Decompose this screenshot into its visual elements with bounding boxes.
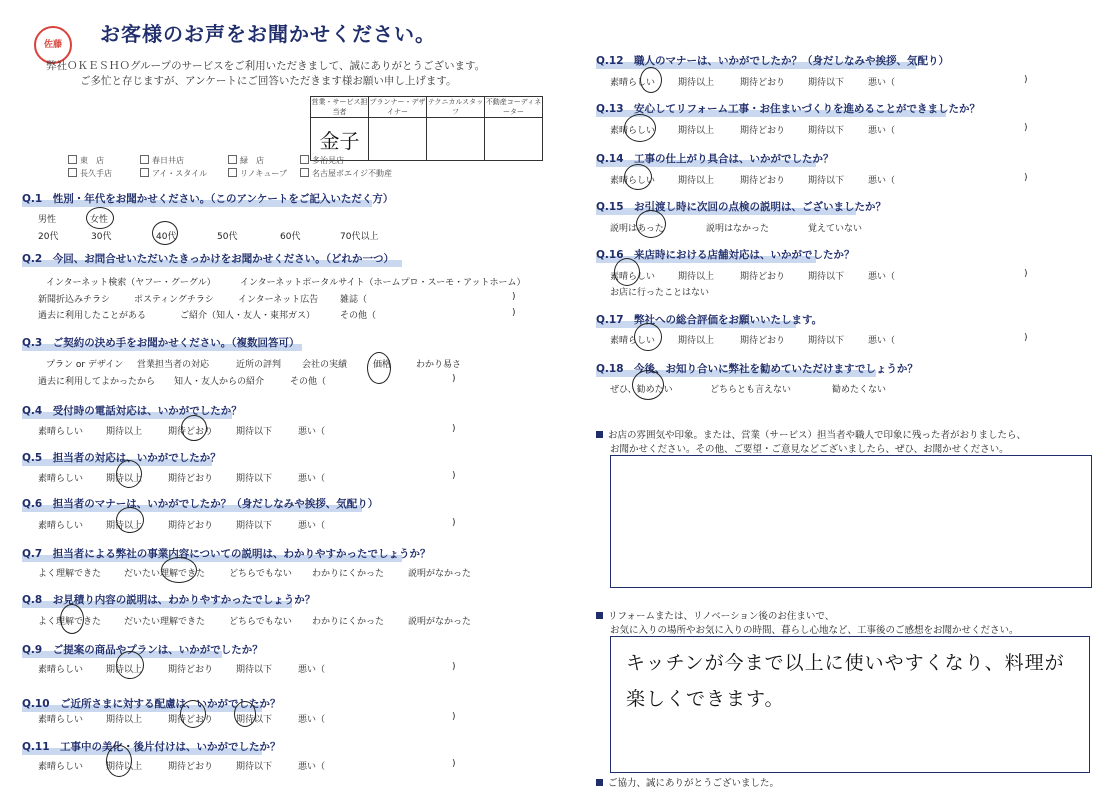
footer-thanks: ご協力、誠にありがとうございました。 (596, 775, 779, 789)
answer-circle (632, 370, 664, 400)
section2-line-1: リフォームまたは、リノベーション後のお住まいで、 (596, 608, 834, 622)
q6-option[interactable]: 期待以下 (236, 521, 273, 531)
q7-label: Q.7 担当者による弊社の事業内容についての説明は、わかりやすかったでしょうか？ (22, 548, 431, 560)
answer-circle (161, 557, 197, 583)
q17-option[interactable]: 素晴らしい (610, 336, 656, 346)
answer-circle (60, 604, 84, 634)
close-paren: ) (452, 471, 456, 481)
checkbox-icon (300, 168, 309, 177)
q16-option[interactable]: 期待どおり (740, 272, 786, 282)
shop-option[interactable]: リノキューブ (228, 168, 287, 179)
staff-cell[interactable] (369, 118, 427, 161)
q5-option[interactable]: 素晴らしい (38, 474, 84, 484)
staff-header: プランナー・デザイナー (369, 98, 426, 116)
q13-option[interactable]: 悪い（ (868, 126, 896, 136)
q14-label: Q.14 工事の仕上がり具合は、いかがでしたか？ (596, 153, 834, 165)
q17-option[interactable]: 期待どおり (740, 336, 786, 346)
q3-option[interactable]: 近所の評判 (236, 360, 282, 370)
q8-option[interactable]: わかりにくかった (312, 617, 385, 627)
square-bullet-icon (596, 779, 603, 786)
page-title: お客様のお声をお聞かせください。 (100, 22, 436, 46)
q4-option[interactable]: 悪い（ (298, 427, 326, 437)
checkbox-icon (140, 168, 149, 177)
q10-option[interactable]: 期待以上 (106, 715, 143, 725)
q6-option[interactable]: 悪い（ (298, 521, 326, 531)
q1-option[interactable]: 30代 (91, 232, 112, 242)
q5-label: Q.5 担当者の対応は、いかがでしたか？ (22, 452, 221, 464)
q4-label: Q.4 受付時の電話対応は、いかがでしたか？ (22, 405, 242, 417)
answer-circle (152, 221, 178, 245)
section1-line-2: お聞かせください。その他、ご要望・ご意見などございましたら、ぜひ、お聞かせください。 (610, 444, 1009, 455)
answer-circle (367, 352, 391, 384)
q14-option[interactable]: 期待以下 (808, 176, 845, 186)
close-paren: ) (512, 308, 516, 318)
q3-option[interactable]: 過去に利用してよかったから (38, 377, 156, 387)
q8-option[interactable]: よく理解できた (38, 617, 102, 627)
q3-option[interactable]: 知人・友人からの紹介 (174, 377, 265, 387)
q7-option[interactable]: だいたい理解できた (124, 569, 206, 579)
q7-option[interactable]: よく理解できた (38, 569, 102, 579)
close-paren: ) (1024, 269, 1028, 279)
staff-header: 不動産コーディネーター (485, 98, 542, 116)
answer-circle (181, 415, 207, 441)
q16-option[interactable]: 期待以上 (678, 272, 715, 282)
q3-option[interactable]: 価格 (373, 360, 392, 370)
q1-option[interactable]: 20代 (38, 232, 59, 242)
close-paren: ) (452, 424, 456, 434)
q7-option[interactable]: わかりにくかった (312, 569, 385, 579)
q12-option[interactable]: 期待以下 (808, 78, 845, 88)
q9-option[interactable]: 期待どおり (168, 665, 214, 675)
q8-option[interactable]: どちらでもない (229, 617, 292, 627)
q18-option[interactable]: 勧めたくない (832, 385, 887, 395)
q6-option[interactable]: 期待どおり (168, 521, 214, 531)
q13-option[interactable]: 期待以上 (678, 126, 715, 136)
shop-option[interactable]: 東 店 (68, 155, 104, 166)
q9-label: Q.9 ご提案の商品やプランは、いかがでしたか？ (22, 644, 263, 656)
q14-option[interactable]: 素晴らしい (610, 176, 656, 186)
q12-option[interactable]: 悪い（ (868, 78, 896, 88)
q3-option[interactable]: 営業担当者の対応 (137, 360, 210, 370)
q14-option[interactable]: 期待以上 (678, 176, 715, 186)
staff-header: 営業・サービス担当者 (311, 98, 368, 116)
q8-option[interactable]: 説明がなかった (408, 617, 472, 627)
q3-label: Q.3 ご契約の決め手をお聞かせください。（複数回答可） (22, 337, 300, 349)
q18-option[interactable]: どちらとも言えない (710, 385, 792, 395)
q4-option[interactable]: 期待以上 (106, 427, 143, 437)
q8-label: Q.8 お見積り内容の説明は、わかりやすかったでしょうか？ (22, 594, 316, 606)
seal-stamp: 佐藤 (34, 26, 72, 64)
q4-option[interactable]: 素晴らしい (38, 427, 84, 437)
q15-label: Q.15 お引渡し時に次回の点検の説明は、ございましたか？ (596, 201, 887, 213)
q16-label: Q.16 来店時における店舗対応は、いかがでしたか？ (596, 249, 855, 261)
checkbox-icon (68, 168, 77, 177)
q9-option[interactable]: 素晴らしい (38, 665, 84, 675)
answer-circle (106, 745, 132, 777)
checkbox-icon (140, 155, 149, 164)
q5-option[interactable]: 悪い（ (298, 474, 326, 484)
q13-option[interactable]: 期待以下 (808, 126, 845, 136)
q2-label: Q.2 今回、お問合せいただいたきっかけをお聞かせください。（どれか一つ） (22, 253, 394, 265)
q5-option[interactable]: 期待以上 (106, 474, 143, 484)
q10-option[interactable]: 悪い（ (298, 715, 326, 725)
q3-option[interactable]: わかり易さ (416, 360, 462, 370)
q1-option[interactable]: 40代 (156, 232, 177, 242)
answer-circle (116, 507, 144, 533)
close-paren: ) (1024, 173, 1028, 183)
q17-option[interactable]: 悪い（ (868, 336, 896, 346)
q17-option[interactable]: 期待以上 (678, 336, 715, 346)
q10-option[interactable]: 素晴らしい (38, 715, 84, 725)
checkbox-icon (68, 155, 77, 164)
q9-option[interactable]: 悪い（ (298, 665, 326, 675)
q16-option[interactable]: 素晴らしい (610, 272, 656, 282)
q10-option[interactable]: 期待どおり (168, 715, 214, 725)
shop-option[interactable]: 多治見店 (300, 155, 344, 166)
q2-option[interactable]: ご紹介（知人・友人・東邦ガス） (180, 311, 316, 321)
q13-label: Q.13 安心してリフォーム工事・お住まいづくりを進めることができましたか？ (596, 103, 981, 115)
q11-option[interactable]: 素晴らしい (38, 762, 84, 772)
q11-option[interactable]: 期待以上 (106, 762, 143, 772)
q18-option[interactable]: ぜひ、勧めたい (610, 385, 673, 395)
q12-option[interactable]: 期待以上 (678, 78, 715, 88)
staff-cell[interactable] (485, 118, 543, 161)
checkbox-icon (228, 155, 237, 164)
q2-option[interactable]: インターネット広告 (238, 295, 319, 305)
section1-line-1: お店の雰囲気や印象。または、営業（サービス）担当者や職人で印象に残った者がおりましたら、 (596, 427, 1026, 441)
answer-circle (116, 460, 142, 488)
q4-option[interactable]: 期待どおり (168, 427, 214, 437)
q15-option[interactable]: 説明はなかった (706, 224, 770, 234)
q10-label: Q.10 ご近所さまに対する配慮は、いかがでしたか？ (22, 698, 281, 710)
answer-circle (634, 323, 662, 351)
square-bullet-icon (596, 431, 603, 438)
q3-option[interactable]: その他（ (290, 377, 327, 387)
q13-option[interactable]: 期待どおり (740, 126, 786, 136)
q11-label: Q.11 工事中の美化・後片付けは、いかがでしたか？ (22, 741, 281, 753)
q11-option[interactable]: 期待どおり (168, 762, 214, 772)
q14-option[interactable]: 期待どおり (740, 176, 786, 186)
q12-option[interactable]: 素晴らしい (610, 78, 656, 88)
q2-option[interactable]: 過去に利用したことがある (38, 311, 147, 321)
q13-option[interactable]: 素晴らしい (610, 126, 656, 136)
q7-option[interactable]: どちらでもない (229, 569, 292, 579)
close-paren: ) (452, 759, 456, 769)
close-paren: ) (512, 292, 516, 302)
staff-header: テクニカルスタッフ (427, 98, 484, 116)
q3-option[interactable]: プラン or デザイン (46, 360, 124, 370)
q1-label: Q.1 性別・年代をお聞かせください。（このアンケートをご記入いただく方） (22, 193, 394, 205)
shop-option[interactable]: アイ・スタイル (140, 168, 207, 179)
q6-option[interactable]: 期待以上 (106, 521, 143, 531)
q4-option[interactable]: 期待以下 (236, 427, 273, 437)
q14-option[interactable]: 悪い（ (868, 176, 896, 186)
q9-option[interactable]: 期待以上 (106, 665, 143, 675)
close-paren: ) (1024, 333, 1028, 343)
staff-cell[interactable] (427, 118, 485, 161)
q2-option[interactable]: インターネット検索（ヤフー・グーグル） (46, 278, 216, 288)
q11-option[interactable]: 期待以下 (236, 762, 273, 772)
q17-option[interactable]: 期待以下 (808, 336, 845, 346)
q1-option[interactable]: 60代 (280, 232, 301, 242)
q16-option[interactable]: お店に行ったことはない (610, 288, 710, 298)
shop-option[interactable]: 春日井店 (140, 155, 184, 166)
close-paren: ) (452, 662, 456, 672)
q6-label: Q.6 担当者のマナーは、いかがでしたか？（身だしなみや挨拶、気配り） (22, 498, 379, 510)
q8-option[interactable]: だいたい理解できた (124, 617, 206, 627)
handwritten-comment-line-2: 楽しくできます。 (626, 688, 785, 710)
shop-option[interactable]: 長久手店 (68, 168, 112, 179)
answer-circle (234, 701, 256, 727)
comment-box-1[interactable] (610, 455, 1092, 588)
q16-option[interactable]: 悪い（ (868, 272, 896, 282)
q9-option[interactable]: 期待以下 (236, 665, 273, 675)
answer-circle (180, 700, 206, 728)
checkbox-icon (300, 155, 309, 164)
answer-circle (640, 67, 662, 93)
answer-circle (624, 114, 656, 142)
section2-line-2: お気に入りの場所やお気に入りの時間、暮らし心地など、工事後のご感想をお聞かせください。 (610, 625, 1019, 636)
close-paren: ) (1024, 75, 1028, 85)
checkbox-icon (228, 168, 237, 177)
close-paren: ) (452, 374, 456, 384)
intro-line-1: 弊社ＯＫＥＳＨＯグループのサービスをご利用いただきまして、誠にありがとうございます。 (46, 60, 486, 72)
q12-option[interactable]: 期待どおり (740, 78, 786, 88)
q6-option[interactable]: 素晴らしい (38, 521, 84, 531)
handwritten-comment-line-1: キッチンが今まで以上に使いやすくなり、料理が (626, 652, 1065, 674)
q5-option[interactable]: 期待どおり (168, 474, 214, 484)
shop-option[interactable]: 緑 店 (228, 155, 264, 166)
q2-option[interactable]: 雑誌（ (340, 295, 368, 305)
staff-name: 金子 (319, 128, 360, 153)
answer-circle (636, 210, 666, 238)
q17-label: Q.17 弊社への総合評価をお願いいたします。 (596, 314, 823, 326)
q2-option[interactable]: ポスティングチラシ (134, 295, 214, 305)
square-bullet-icon (596, 612, 603, 619)
q16-option[interactable]: 期待以下 (808, 272, 845, 282)
intro-line-2: ご多忙と存じますが、アンケートにご回答いただきます様お願い申し上げます。 (80, 75, 457, 87)
q15-option[interactable]: 説明はあった (610, 224, 664, 234)
answer-circle (624, 164, 652, 190)
shop-option[interactable]: 名古屋ボエイジ不動産 (300, 168, 392, 179)
staff-table (310, 96, 543, 161)
q7-option[interactable]: 説明がなかった (408, 569, 472, 579)
close-paren: ) (1024, 123, 1028, 133)
q2-option[interactable]: 新聞折込みチラシ (38, 295, 111, 305)
q11-option[interactable]: 悪い（ (298, 762, 326, 772)
q10-option[interactable]: 期待以下 (236, 715, 273, 725)
q15-option[interactable]: 覚えていない (808, 224, 863, 234)
answer-circle (116, 651, 144, 679)
q1-option[interactable]: 女性 (90, 215, 109, 225)
q5-option[interactable]: 期待以下 (236, 474, 273, 484)
answer-circle (86, 207, 114, 229)
q3-option[interactable]: 会社の実績 (302, 360, 348, 370)
q12-label: Q.12 職人のマナーは、いかがでしたか？（身だしなみや挨拶、気配り） (596, 55, 950, 67)
close-paren: ) (452, 518, 456, 528)
q2-option[interactable]: インターネットポータルサイト（ホームプロ・スーモ・アットホーム） (240, 278, 526, 288)
q2-option[interactable]: その他（ (340, 311, 377, 321)
close-paren: ) (452, 712, 456, 722)
q1-option[interactable]: 50代 (217, 232, 238, 242)
answer-circle (614, 258, 640, 286)
q18-label: Q.18 今後、お知り合いに弊社を勧めていただけますでしょうか？ (596, 363, 918, 375)
q1-option[interactable]: 男性 (38, 215, 57, 225)
q1-option[interactable]: 70代以上 (340, 232, 379, 242)
